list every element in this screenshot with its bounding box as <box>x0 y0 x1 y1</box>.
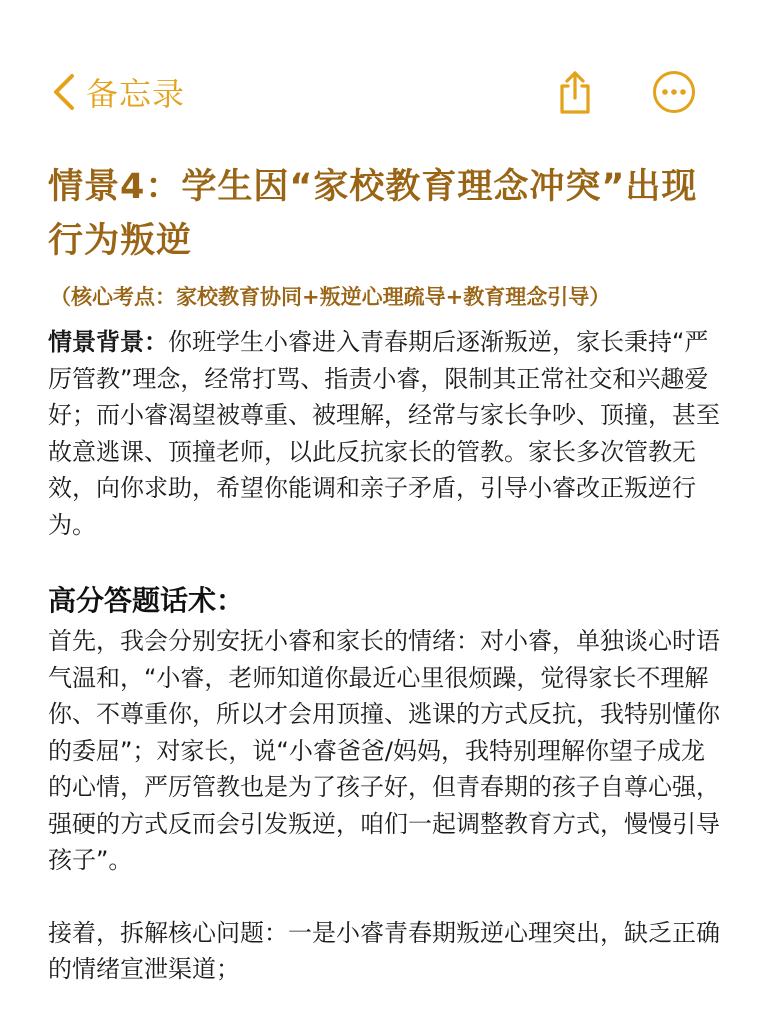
answer-heading: 高分答题话术： <box>48 584 245 617</box>
share-button[interactable] <box>555 68 595 116</box>
background-text: 你班学生小睿进入青春期后逐渐叛逆，家长秉持“严厉管教”理念，经常打骂、指责小睿，限制其正常社交和兴趣爱好；而小睿渴望被尊重、被理解，经常与家长争吵、顶撞，甚至故意逃课、顶撞老师，以此反抗家长的管教。家长多次管教无效，向你求助，希望你能调和亲子矛盾，引导小睿改正叛逆行为。 <box>48 328 720 539</box>
note-content[interactable] <box>48 160 724 988</box>
answer-paragraph-2: 接着，拆解核心问题：一是小睿青春期叛逆心理突出，缺乏正确的情绪宣泄渠道； <box>48 918 720 983</box>
more-button[interactable] <box>652 70 696 114</box>
answer-paragraph-1: 首先，我会分别安抚小睿和家长的情绪：对小睿，单独谈心时语气温和，“小睿，老师知道你最近心里很烦躁，觉得家长不理解你、不尊重你，所以才会用顶撞、逃课的方式反抗，我特别懂你的委屈”；对家长，说“小睿爸爸/妈妈，我特别理解你望子成龙的心情，严厉管教也是为了孩子好，但青春期的孩子自尊心强，强硬的方式反而会引发叛逆，咱们一起调整教育方式，慢慢引导孩子”。 <box>48 627 720 874</box>
more-icon <box>652 70 696 114</box>
back-button[interactable] <box>50 68 185 116</box>
back-button-label: 备忘录 <box>86 75 186 113</box>
chevron-left-icon <box>50 72 80 112</box>
share-icon <box>555 68 595 116</box>
navigation-bar <box>0 62 768 122</box>
note-title: 情景4：学生因“家校教育理念冲突”出现行为叛逆 <box>48 167 698 261</box>
note-subtitle: （核心考点：家校教育协同+叛逆心理疏导+教育理念引导） <box>50 285 611 309</box>
background-paragraph <box>48 324 724 543</box>
background-label: 情景背景： <box>48 328 168 356</box>
